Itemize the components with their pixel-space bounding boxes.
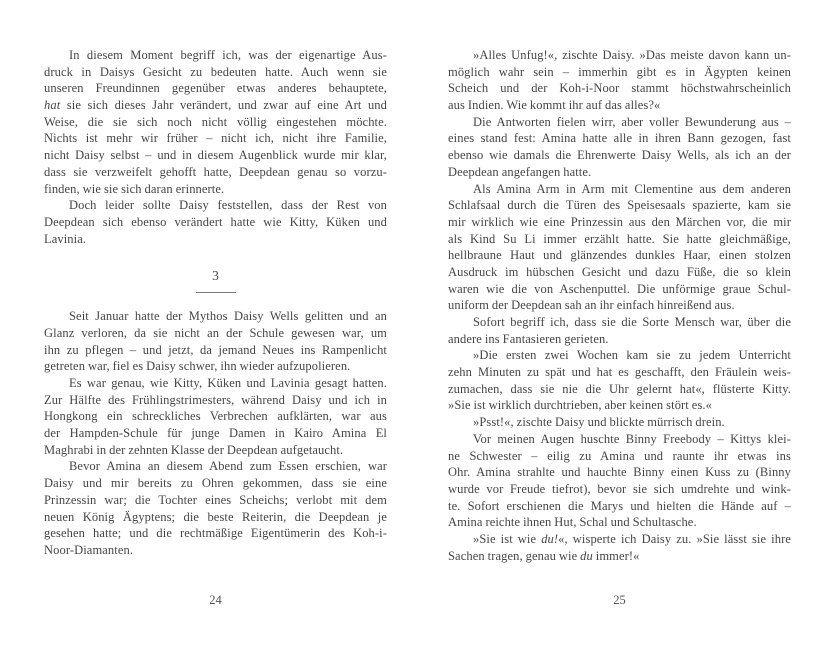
text-line: Doch leider sollte Daisy feststellen, dass der Rest von — [69, 198, 387, 213]
text-line: der Hampden-Schule für junge Damen in Kairo Amina El — [44, 426, 387, 441]
text-line: Amina reichte ihnen Hut, Schal und Schultasche. — [448, 515, 697, 530]
text-line: Hongkong ein schreckliches Verbrechen aufklärten, war aus — [44, 409, 387, 424]
text-line: te. Sofort erschienen die Marys und hielten die Hände auf – — [448, 498, 791, 513]
text-line: »Sie ist wirklich durchtrieben, aber keinen stört es.« — [448, 398, 712, 413]
paragraph — [448, 114, 791, 181]
text-line: Lavinia. — [44, 231, 87, 246]
page-number: 25 — [613, 593, 626, 607]
paragraph — [448, 347, 791, 414]
section-heading — [44, 268, 387, 293]
text-line: hat sie sich dieses Jahr verändert, und zwar auf eine Art und — [44, 98, 387, 113]
text-line: getreten war, fiel es Daisy schwer, ihn wieder aufzupolieren. — [44, 359, 351, 374]
text-line: andere ins Fantasieren gerieten. — [448, 331, 609, 346]
text-line: Ohr. Amina strahlte und hauchte Binny einen Kuss zu (Binny — [448, 465, 791, 480]
text-line: Bevor Amina an diesem Abend zum Essen erschien, war — [69, 459, 387, 474]
paragraph — [44, 375, 387, 458]
text-line: eines stand fest: Amina hatte alle in ihren Bann gezogen, fast — [448, 131, 791, 146]
text-line: unseren Freundinnen gegenüber etwas anderes behauptete, — [44, 81, 387, 96]
text-line: wurde vor Freude tiefrot), bevor sie sich umdrehte und wink- — [448, 481, 791, 496]
page-body — [448, 47, 791, 564]
text-line: möglich wahr sein – immerhin gibt es in Ägypten keinen — [448, 64, 791, 79]
text-line: mir wirklich wie eine Prinzessin aus den Märchen vor, die mir — [448, 214, 791, 229]
text-line: »Psst!«, zischte Daisy und blickte mürrisch drein. — [473, 415, 725, 430]
text-line: Scheich und der Koh-i-Noor stammt höchstwahrscheinlich — [448, 81, 791, 96]
paragraph — [448, 431, 791, 531]
paragraph — [44, 47, 387, 197]
text-line: waren wie die von Aschenputtel. Die unförmige graue Schul- — [448, 281, 791, 296]
italic-text: hat — [44, 98, 61, 113]
text-line: Maghrabi in der zehnten Klasse der Deepdean aufgetaucht. — [44, 442, 344, 457]
text-line: Seit Januar hatte der Mythos Daisy Wells gelitten und an — [69, 309, 387, 324]
paragraph — [448, 531, 791, 564]
italic-text: du! — [541, 531, 559, 546]
text-line: als Kind Su Li immer erzählt hatte. Sie hatte gleichmäßige, — [448, 231, 791, 246]
text-line: finden, wie sie sich daran erinnerte. — [44, 181, 225, 196]
text-line: gesehen hatte; und die rechtmäßige Eigentümerin des Koh-i- — [44, 526, 387, 541]
text-line: ne Schwester – eilig zu Amina und raunte ihr etwas ins — [448, 448, 791, 463]
text-line: nicht Daisy selbst – und in diesem Augenblick wurde mir klar, — [44, 148, 387, 163]
paragraph — [44, 197, 387, 247]
text-line: Sachen tragen, genau wie du immer!« — [448, 548, 640, 563]
text-line: In diesem Moment begriff ich, was der eigenartige Aus- — [69, 48, 387, 62]
text-line: ihn zu pflegen – und jetzt, da jemand Neues ins Rampenlicht — [44, 342, 387, 357]
text-line: »Sie ist wie du!«, wisperte ich Daisy zu. »Sie lässt sie ihre — [473, 531, 792, 546]
text-line: aus Indien. Wie kommt ihr auf das alles?« — [448, 98, 661, 113]
page-body — [44, 47, 387, 559]
text-line: Es war genau, wie Kitty, Küken und Lavinia gesagt hatten. — [69, 376, 387, 390]
text-line: zehn Minuten zu spät und hat es geschafft, den Fräulein weis- — [448, 365, 791, 380]
italic-text: du — [580, 548, 593, 563]
text-line: »Die ersten zwei Wochen kam sie zu jedem Unterricht — [473, 348, 791, 363]
text-line: Ausdruck im hübschen Gesicht und dazu Füße, die so klein — [448, 264, 791, 279]
text-line: Schlafsaal durch die Türen des Speisesaals spazierte, kam sie — [448, 198, 791, 213]
paragraph — [44, 308, 387, 375]
text-line: Die Antworten fielen wirr, aber voller Bewunderung aus – — [473, 114, 791, 129]
paragraph — [44, 458, 387, 558]
text-line: Noor-Diamanten. — [44, 542, 134, 557]
text-line: ebenso wie damals die Ehrenwerte Daisy Wells, als ich an der — [448, 148, 791, 163]
text-line: Weise, die sie sich noch nicht völlig eingestehen möchte. — [44, 114, 387, 129]
page-right — [448, 47, 791, 607]
text-line: uniform der Deepdean sah an ihr einfach hinreißend aus. — [448, 298, 735, 313]
text-line: Daisy und mir bereits zu Ohren gekommen, dass sie eine — [44, 476, 387, 491]
section-rule — [196, 292, 236, 293]
text-line: Als Amina Arm in Arm mit Clementine aus dem anderen — [473, 181, 791, 196]
paragraph — [448, 181, 791, 315]
text-line: Sofort begriff ich, dass sie die Sorte Mensch war, über die — [473, 315, 791, 329]
text-line: Prinzessin war; die Tochter eines Scheichs; verlobt mit dem — [44, 492, 387, 507]
paragraph — [448, 47, 791, 114]
text-line: Deepdean sich ebenso verändert hatte wie Kitty, Küken und — [44, 214, 387, 229]
paragraph — [448, 414, 791, 431]
text-line: hellbraune Haut und glänzendes dunkles Haar, einen stolzen — [448, 248, 791, 263]
text-line: Zur Hälfte des Frühlingstrimesters, während Daisy und ich in — [44, 392, 387, 407]
text-line: Vor meinen Augen huschte Binny Freebody – Kittys klei- — [473, 431, 791, 446]
section-number: 3 — [212, 268, 219, 284]
text-line: zumachen, dass sie nie die Uhr gelernt hat«, flüsterte Kitty. — [448, 381, 791, 396]
text-line: »Alles Unfug!«, zischte Daisy. »Das meiste davon kann un- — [473, 48, 791, 62]
paragraph — [448, 314, 791, 347]
text-line: Deepdean angefangen hatte. — [448, 164, 592, 179]
text-line: neuen König Ägyptens; die beste Reiterin, die Deepdean je — [44, 509, 387, 524]
text-line: Glanz verloren, da sie nicht an der Schule gewesen war, um — [44, 325, 387, 340]
page-left — [44, 47, 387, 607]
text-line: druck in Daisys Gesicht zu bedeuten hatte. Auch wenn sie — [44, 64, 387, 79]
page-number: 24 — [209, 593, 222, 607]
text-line: dass sie verzweifelt gehofft hatte, Deepdean genau so vorzu- — [44, 164, 387, 179]
text-line: Nichts ist mehr wir früher – nicht ich, nicht ihre Familie, — [44, 131, 387, 146]
